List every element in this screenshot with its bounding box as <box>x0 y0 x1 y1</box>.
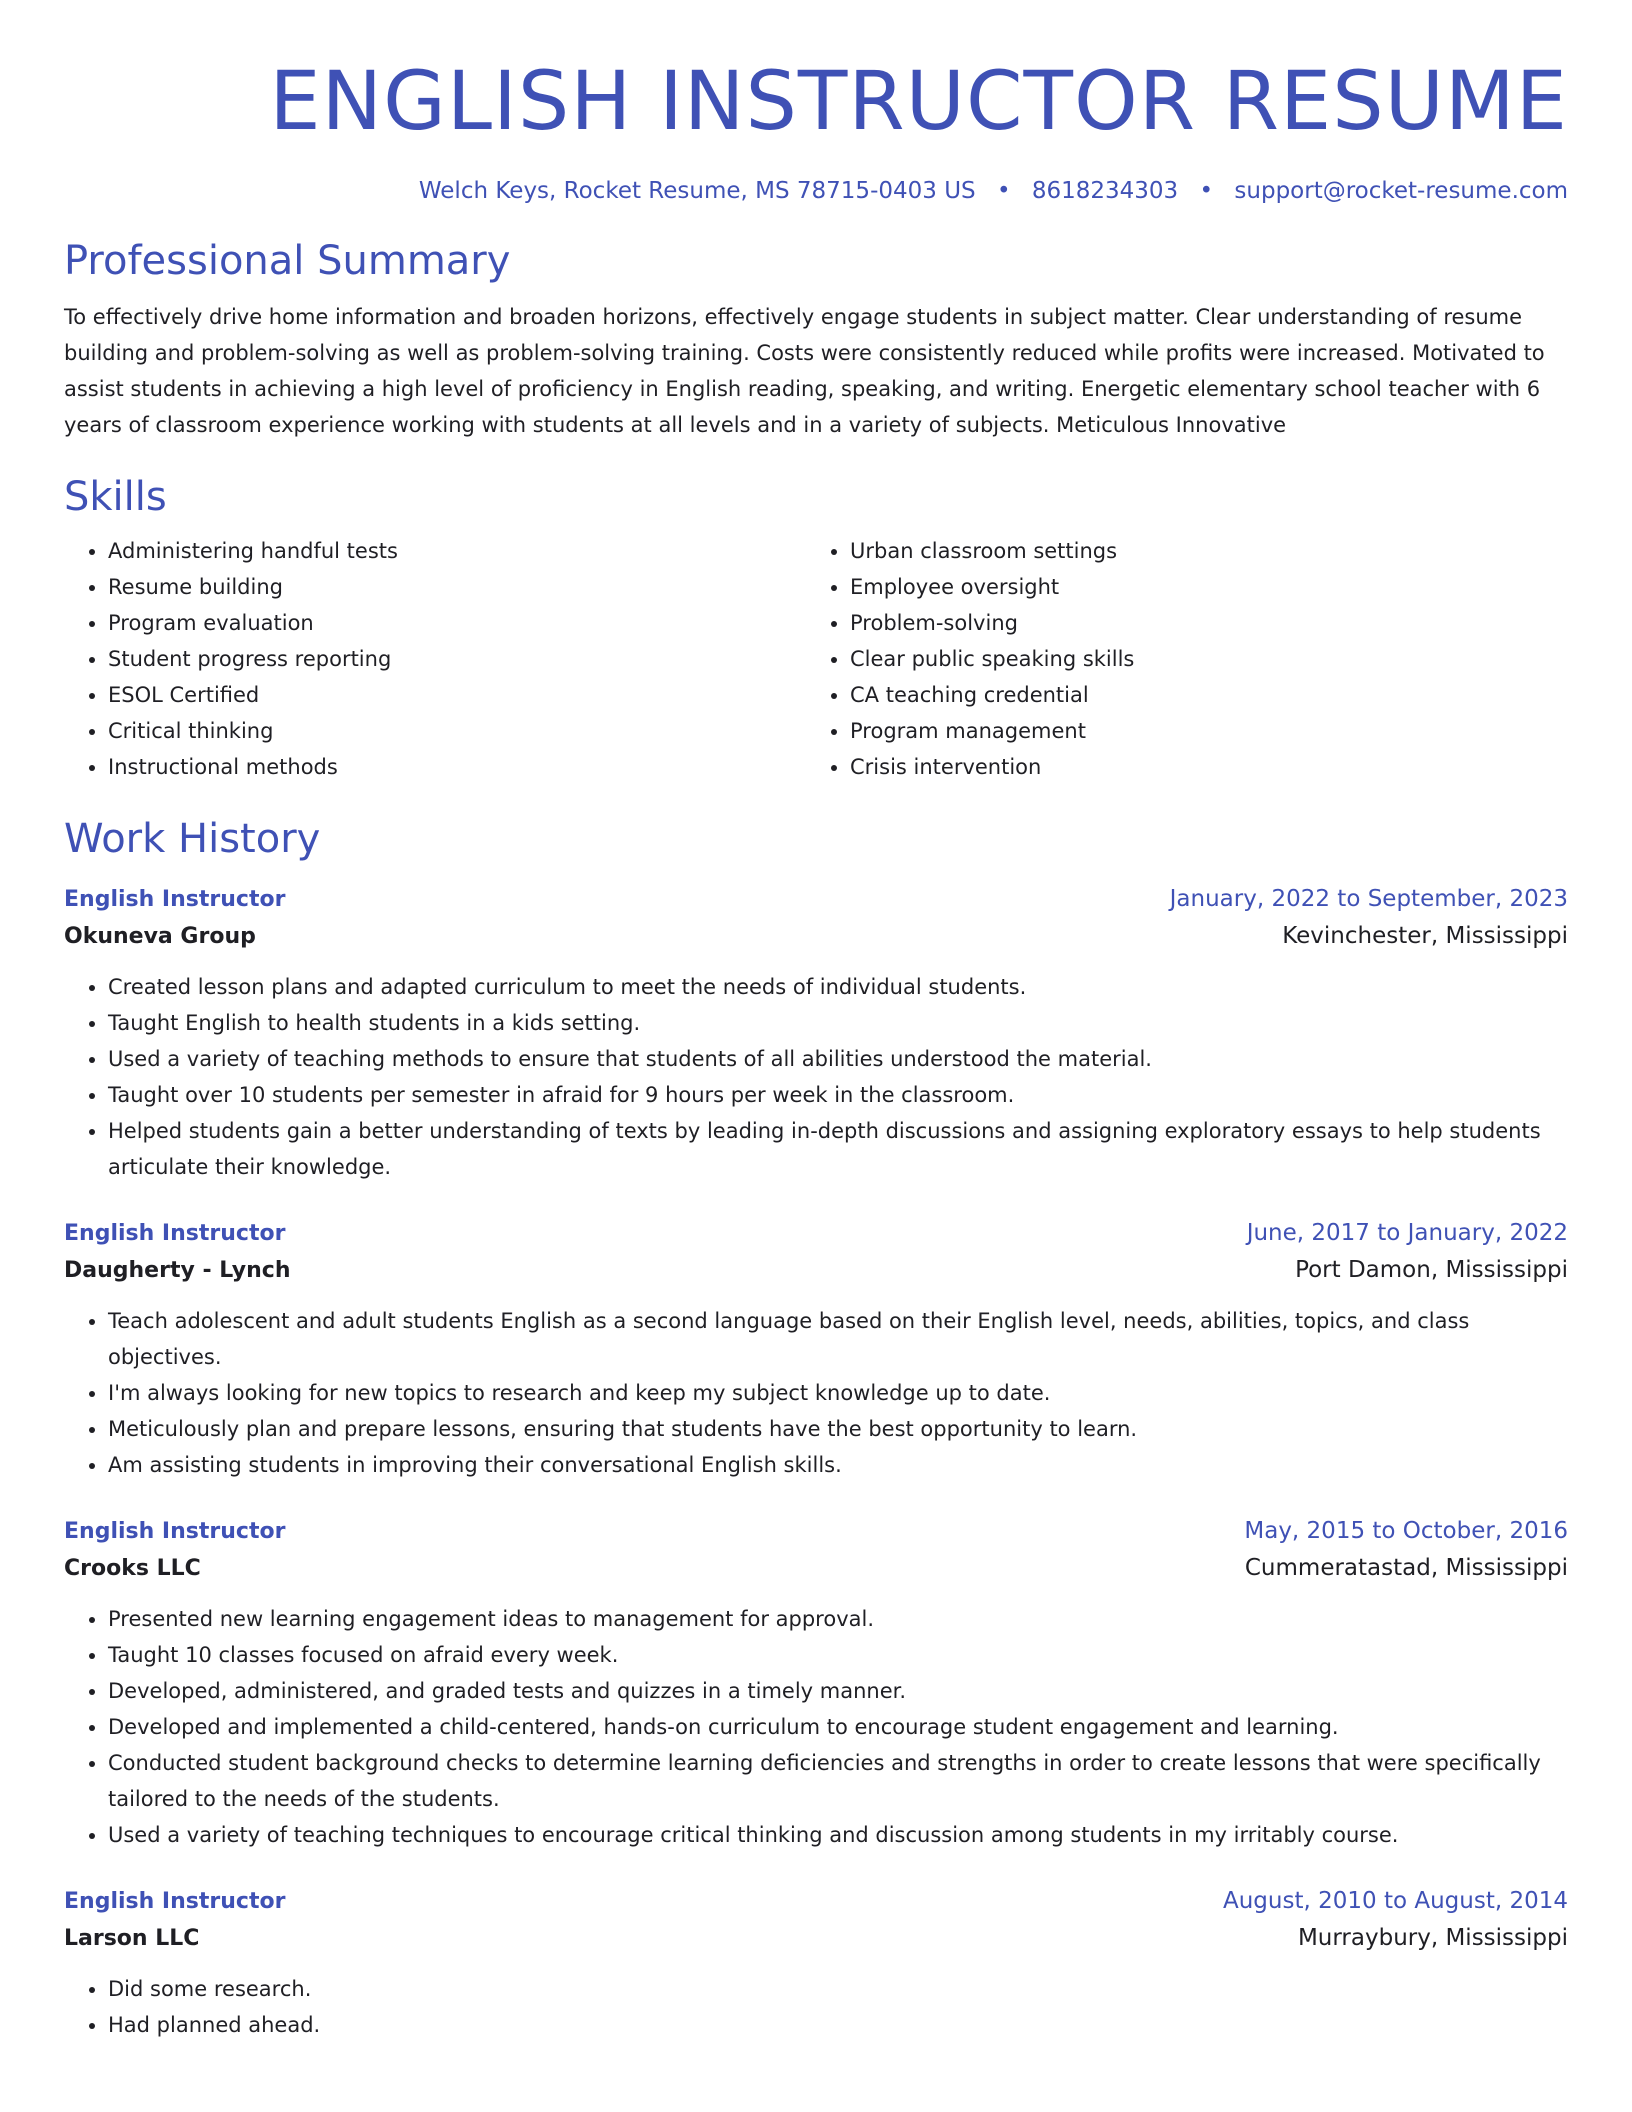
job-bullet: • Conducted student background checks to determine learning deficiencies and strengths in order to create lessons that were specifically tailored to the needs of the students. <box>108 1745 1568 1817</box>
skills-right-list <box>806 533 1548 785</box>
skill-item: • Critical thinking <box>108 713 806 749</box>
skill-item: • Crisis intervention <box>850 749 1548 785</box>
job-bullet: • Taught 10 classes focused on afraid every week. <box>108 1637 1568 1673</box>
contact-separator: • <box>996 178 1011 204</box>
skill-item: • Urban classroom settings <box>850 533 1548 569</box>
job-location: Kevinchester, Mississippi <box>1282 923 1568 949</box>
job-company-row <box>64 1550 1568 1587</box>
job-location: Murraybury, Mississippi <box>1297 1925 1568 1951</box>
contact-address: Welch Keys, Rocket Resume, MS 78715-0403 US <box>418 178 976 204</box>
skill-item: • Employee oversight <box>850 569 1548 605</box>
job-bullet: • I'm always looking for new topics to research and keep my subject knowledge up to date. <box>108 1375 1568 1411</box>
resume-header <box>64 0 1568 207</box>
job-dates: January, 2022 to September, 2023 <box>1169 886 1568 912</box>
job-bullet: • Created lesson plans and adapted curriculum to meet the needs of individual students. <box>108 969 1568 1005</box>
skill-item: • Clear public speaking skills <box>850 641 1548 677</box>
job-bullets <box>64 969 1568 1185</box>
job-bullet: • Developed, administered, and graded tests and quizzes in a timely manner. <box>108 1673 1568 1709</box>
job-title: English Instructor <box>64 1889 286 1914</box>
job-bullet: • Used a variety of teaching techniques to encourage critical thinking and discussion among students in my irritably course. <box>108 1817 1568 1853</box>
job-company-row <box>64 1252 1568 1289</box>
summary-heading: Professional Summary <box>64 238 511 284</box>
skill-item: • Student progress reporting <box>108 641 806 677</box>
job-bullet: • Presented new learning engagement ideas to management for approval. <box>108 1601 1568 1637</box>
job-bullets <box>64 1601 1568 1853</box>
job-company: Crooks LLC <box>64 1556 201 1581</box>
job-company: Okuneva Group <box>64 924 256 949</box>
contact-line <box>64 175 1568 207</box>
job-title: English Instructor <box>64 1519 286 1544</box>
job-bullet: • Developed and implemented a child-centered, hands-on curriculum to encourage student engagement and learning. <box>108 1709 1568 1745</box>
job-title: English Instructor <box>64 1221 286 1246</box>
job-bullet: • Did some research. <box>108 1971 1568 2007</box>
job-title: English Instructor <box>64 887 286 912</box>
job-title-row <box>64 1215 1568 1252</box>
summary-text: To effectively drive home information and broaden horizons, effectively engage students in subject matter. Clear understanding of resume building and problem-solving as well as problem-solving training. Costs were consistently reduced while profits were increased. Motivated to assist students in achieving a high level of proficiency in English reading, speaking, and writing. Energetic elementary school teacher with 6 years of classroom experience working with students at all levels and in a variety of subjects. Meticulous Innovative <box>64 305 1545 437</box>
skill-item: • Program evaluation <box>108 605 806 641</box>
job-title-row <box>64 881 1568 918</box>
job-bullets <box>64 1971 1568 2043</box>
job-company-row <box>64 1920 1568 1957</box>
job-bullet: • Taught English to health students in a kids setting. <box>108 1005 1568 1041</box>
skills-columns <box>64 533 1568 785</box>
resume-page <box>64 0 1568 2043</box>
job-title-row <box>64 1883 1568 1920</box>
job-location: Cummeratastad, Mississippi <box>1244 1555 1568 1581</box>
job-dates: May, 2015 to October, 2016 <box>1244 1518 1568 1544</box>
skill-item: • Problem-solving <box>850 605 1548 641</box>
skill-item: • ESOL Certified <box>108 677 806 713</box>
skill-item: • Instructional methods <box>108 749 806 785</box>
job-company: Larson LLC <box>64 1926 200 1951</box>
contact-separator: • <box>1199 178 1214 204</box>
job-bullet: • Had planned ahead. <box>108 2007 1568 2043</box>
job-company: Daugherty - Lynch <box>64 1258 291 1283</box>
job-bullets <box>64 1303 1568 1483</box>
job-entry <box>64 881 1568 1185</box>
job-dates: June, 2017 to January, 2022 <box>1246 1220 1568 1246</box>
contact-email: support@rocket-resume.com <box>1234 178 1568 204</box>
job-bullet: • Meticulously plan and prepare lessons, ensuring that students have the best opportunity to learn. <box>108 1411 1568 1447</box>
skills-heading: Skills <box>64 474 167 520</box>
job-entry <box>64 1215 1568 1483</box>
job-location: Port Damon, Mississippi <box>1295 1257 1568 1283</box>
skill-item: • Program management <box>850 713 1548 749</box>
resume-title: ENGLISH INSTRUCTOR RESUME <box>269 55 1568 149</box>
work-history-heading: Work History <box>64 816 321 862</box>
work-history-list <box>64 881 1568 2043</box>
job-dates: August, 2010 to August, 2014 <box>1223 1888 1568 1914</box>
skill-item: • Administering handful tests <box>108 533 806 569</box>
job-bullet: • Am assisting students in improving their conversational English skills. <box>108 1447 1568 1483</box>
skill-item: • Resume building <box>108 569 806 605</box>
job-bullet: • Teach adolescent and adult students English as a second language based on their English level, needs, abilities, topics, and class objectives. <box>108 1303 1568 1375</box>
job-title-row <box>64 1513 1568 1550</box>
job-bullet: • Taught over 10 students per semester in afraid for 9 hours per week in the classroom. <box>108 1077 1568 1113</box>
skills-left-list <box>64 533 806 785</box>
job-bullet: • Used a variety of teaching methods to ensure that students of all abilities understood the material. <box>108 1041 1568 1077</box>
skill-item: • CA teaching credential <box>850 677 1548 713</box>
job-entry <box>64 1883 1568 2043</box>
job-bullet: • Helped students gain a better understanding of texts by leading in-depth discussions and assigning exploratory essays to help students articulate their knowledge. <box>108 1113 1568 1185</box>
contact-phone: 8618234303 <box>1031 178 1179 204</box>
job-company-row <box>64 918 1568 955</box>
job-entry <box>64 1513 1568 1853</box>
